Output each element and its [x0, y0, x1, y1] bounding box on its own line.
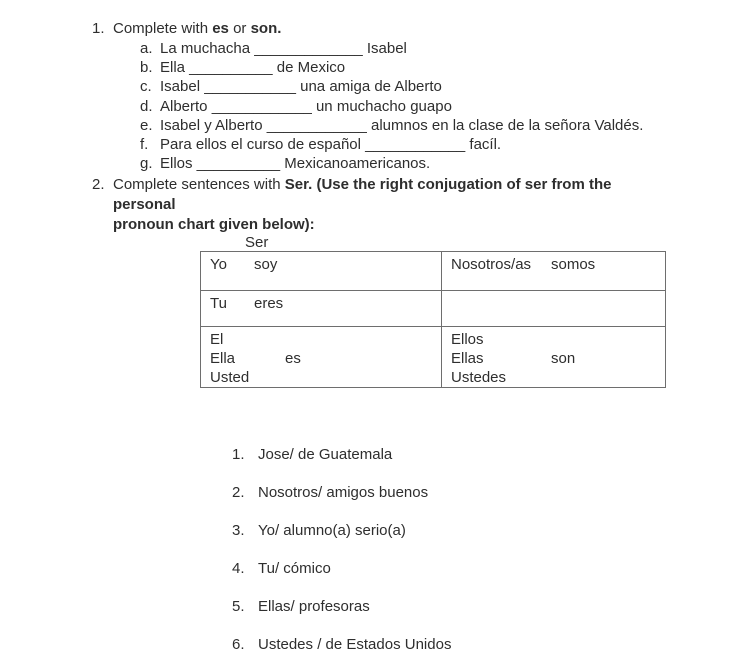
table-row-second-person [201, 291, 666, 327]
fill-blank-item-c [140, 77, 755, 96]
prompt-number: 1. [232, 446, 245, 464]
exercise1-title-bold1: es [212, 20, 229, 37]
exercise1-title-bold2: son. [250, 20, 282, 37]
exercise2-title-plain1: Complete sentences with [113, 176, 285, 194]
conjugation-line [451, 294, 665, 313]
conjugation-line [210, 294, 441, 313]
exercise1-title [113, 19, 673, 39]
exercise2-title [113, 175, 673, 235]
conjugation-line [210, 330, 441, 349]
prompt-number: 6. [232, 636, 245, 654]
item-letter: c. [140, 78, 152, 96]
conjugation-line [451, 330, 665, 349]
prompt-text: Nosotros/ amigos buenos [258, 484, 429, 502]
exercise2-title-bold-line1: Ser. (Use the right conjugation of ser from the personal [113, 176, 612, 214]
pronoun: Ellos [451, 331, 484, 349]
fill-blank-item-d [140, 97, 755, 116]
item-letter: f. [140, 136, 149, 154]
cell-el-ella-usted [201, 327, 442, 388]
pronoun: Yo [210, 256, 227, 274]
verb-form: somos [551, 256, 596, 274]
prompt-item-4 [232, 559, 755, 578]
prompt-text: Jose/ de Guatemala [258, 446, 393, 464]
cell-ellos-ellas-ustedes [442, 327, 666, 388]
prompt-number: 4. [232, 560, 245, 578]
prompt-number: 5. [232, 598, 245, 616]
conjugation-line [451, 255, 665, 274]
prompt-item-2 [232, 483, 755, 502]
prompt-item-5 [232, 597, 755, 616]
prompt-item-6 [232, 635, 755, 654]
pronoun: Usted [210, 369, 250, 387]
prompt-item-3 [232, 521, 755, 540]
conjugation-line [451, 349, 665, 368]
conjugation-line [210, 349, 441, 368]
verb-form: eres [254, 295, 284, 313]
exercise1-title-plain1: Complete with [113, 20, 213, 37]
item-text: Para ellos el curso de español ____________ facíl. [160, 136, 502, 154]
item-letter: g. [140, 155, 153, 173]
pronoun: El [210, 331, 224, 349]
exercise2-heading [92, 175, 755, 235]
item-letter: a. [140, 40, 153, 57]
fill-blank-item-a [140, 39, 755, 58]
pronoun: Tu [210, 295, 227, 313]
pronoun: Nosotros/as [451, 256, 532, 274]
ser-conjugation-table [200, 251, 666, 388]
verb-form: es [285, 350, 301, 368]
cell-nosotros [442, 252, 666, 291]
pronoun: Ellas [451, 350, 484, 368]
prompt-text: Yo/ alumno(a) serio(a) [258, 522, 406, 540]
conjugation-line [451, 368, 665, 387]
prompt-item-1 [232, 445, 755, 464]
ser-chart-label: Ser [245, 234, 269, 252]
prompt-number: 2. [232, 484, 245, 502]
cell-yo [201, 252, 442, 291]
verb-form: soy [254, 256, 278, 274]
exercise2-prompt-list [232, 445, 755, 654]
prompt-text: Ustedes / de Estados Unidos [258, 636, 452, 654]
pronoun: Ella [210, 350, 236, 368]
conjugation-line [210, 255, 441, 274]
item-text: Ella __________ de Mexico [160, 59, 346, 77]
prompt-text: Ellas/ profesoras [258, 598, 370, 616]
exercise2-number: 2. [92, 176, 105, 194]
exercise2-title-bold-line2: pronoun chart given below): [113, 216, 315, 234]
fill-blank-item-b [140, 58, 755, 77]
item-letter: d. [140, 97, 153, 115]
item-text: Alberto ____________ un muchacho guapo [160, 97, 452, 115]
item-letter: b. [140, 59, 153, 77]
prompt-text: Tu/ cómico [258, 560, 331, 578]
fill-blank-item-g [140, 154, 755, 173]
cell-empty [442, 291, 666, 327]
pronoun: Ustedes [451, 369, 507, 387]
item-letter: e. [140, 116, 153, 134]
table-row-third-person [201, 327, 666, 388]
fill-blank-item-f [140, 135, 755, 154]
exercise1-item-list [0, 39, 755, 173]
exercise1-number: 1. [92, 20, 105, 37]
prompt-number: 3. [232, 522, 245, 540]
exercise1-title-plain2: or [228, 20, 251, 37]
exercise1-heading [92, 19, 755, 39]
item-text: Ellos __________ Mexicanoamericanos. [160, 155, 431, 173]
cell-tu [201, 291, 442, 327]
verb-form: son [551, 350, 576, 368]
item-text: Isabel y Alberto ____________ alumnos en la clase de la señora Valdés. [160, 116, 644, 134]
fill-blank-item-e [140, 116, 755, 135]
table-row-first-person [201, 252, 666, 291]
item-text: La muchacha _____________ Isabel [160, 40, 407, 57]
conjugation-line [210, 368, 441, 387]
item-text: Isabel ___________ una amiga de Alberto [160, 78, 442, 96]
